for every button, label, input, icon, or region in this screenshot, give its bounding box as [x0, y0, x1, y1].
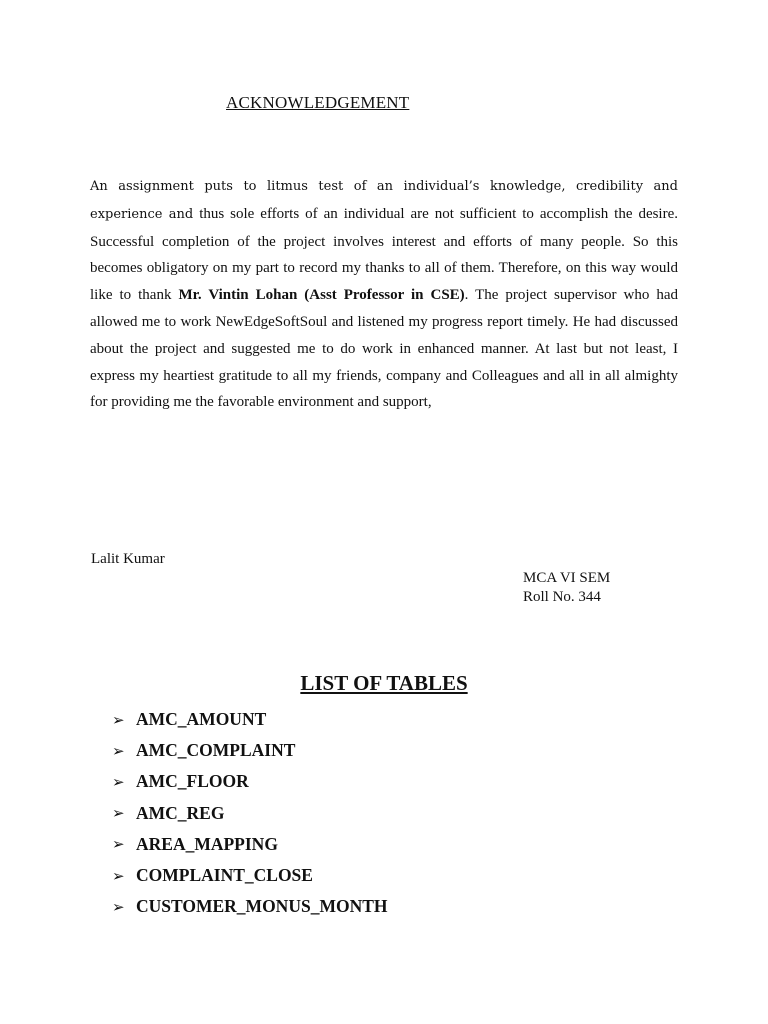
roll-number: Roll No. 344: [523, 589, 601, 605]
acknowledgement-text-part-1: An assignment puts to litmus test of an individual’s knowledge, credibility and experience and: [90, 179, 678, 222]
table-name: AREA_MAPPING: [136, 833, 278, 854]
signer-name: Lalit Kumar: [91, 551, 165, 567]
arrowhead-bullet-icon: ➢: [112, 772, 125, 791]
table-name: COMPLAINT_CLOSE: [136, 865, 313, 886]
arrowhead-bullet-icon: ➢: [112, 835, 125, 854]
table-list-item: [112, 860, 388, 891]
table-name: AMC_COMPLAINT: [136, 740, 296, 761]
table-list-item: [112, 704, 388, 735]
table-list-item: [112, 829, 388, 860]
table-list-item: [112, 766, 388, 797]
table-list-item: [112, 735, 388, 766]
arrowhead-bullet-icon: ➢: [112, 866, 125, 885]
table-list: [112, 704, 388, 922]
table-name: AMC_REG: [136, 802, 225, 823]
table-name: AMC_FLOOR: [136, 771, 249, 792]
acknowledgement-text-part-3: . The project supervisor who had allowed me to work NewEdgeSoftSoul and listened my progress report timely. He had discussed about the project and suggested me to do work in enhanced manner. At last but not least, I express my heartiest gratitude to all my friends, company and Colleagues and all in all almighty for providing me the favorable environment and support,: [90, 287, 678, 411]
arrowhead-bullet-icon: ➢: [112, 741, 125, 760]
table-name: AMC_AMOUNT: [136, 709, 267, 730]
table-list-item: [112, 798, 388, 829]
table-name: CUSTOMER_MONUS_MONTH: [136, 896, 388, 917]
arrowhead-bullet-icon: ➢: [112, 804, 125, 823]
acknowledgement-text-part-2: thus sole efforts of an individual are not sufficient to accomplish the desire. Successful completion of the project involves interest and efforts of many people. So this becomes obligatory on my part to record my thanks to all of them. Therefore, on this way would like to thank: [90, 205, 679, 304]
table-list-item: [112, 891, 388, 922]
course-label: MCA VI SEM: [523, 570, 611, 586]
signer-info: [523, 569, 610, 607]
arrowhead-bullet-icon: ➢: [112, 897, 125, 916]
acknowledgement-paragraph: [90, 173, 678, 416]
arrowhead-bullet-icon: ➢: [112, 710, 125, 729]
supervisor-name: Mr. Vintin Lohan (Asst Professor in CSE): [178, 287, 465, 304]
acknowledgement-title: ACKNOWLEDGEMENT: [226, 93, 410, 112]
list-of-tables-title: LIST OF TABLES: [300, 671, 468, 695]
